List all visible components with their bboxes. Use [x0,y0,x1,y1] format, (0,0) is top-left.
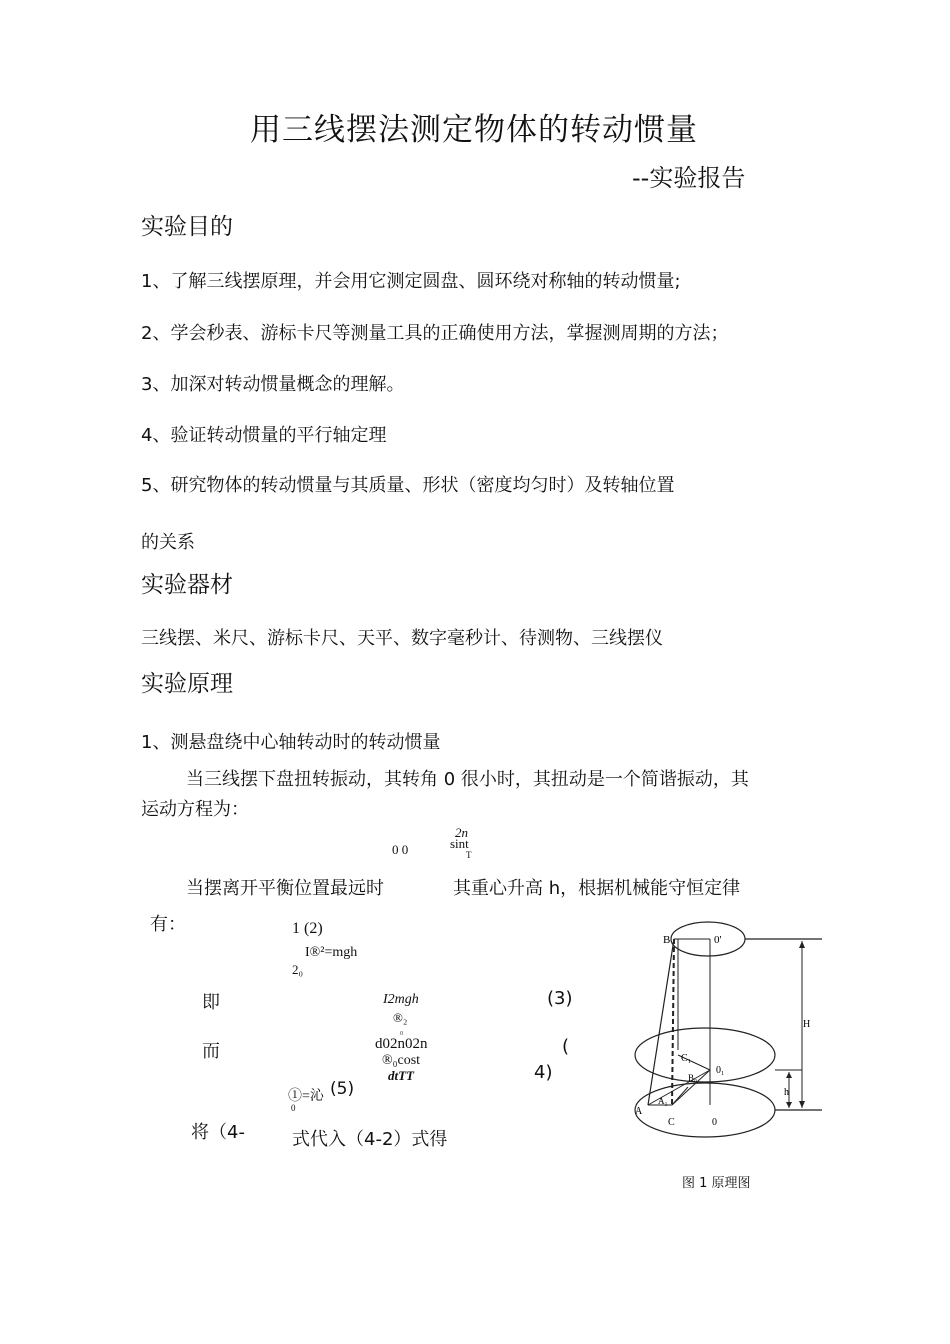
h-arrow-top [786,1072,792,1078]
you-label: 有： [150,914,186,935]
H-arrow-bottom [799,1101,805,1108]
label-A: A [635,1106,643,1117]
string-BA [648,939,674,1105]
eq1-mid: sint [450,836,469,851]
principle-subheading-1: 1、测悬盘绕中心轴转动时的转动惯量 [141,732,441,753]
principle-paragraph-line-1: 当三线摆下盘扭转振动，其转角 0 很小时，其扭动是一个简谐振动，其 [186,769,749,790]
label-O-top: 0' [714,934,722,946]
eq3-main: I2mgh [383,992,419,1007]
eq5-number: (5) [330,1079,355,1099]
principle-diagram [630,915,830,1189]
eq3-sub: ®₂ [393,1010,408,1025]
eq4-top: d02n02n [375,1036,428,1052]
purpose-item-4: 4、验证转动惯量的平行轴定理 [141,425,387,446]
eq2-number: 1 (2) [292,920,323,937]
purpose-item-1: 1、了解三线摆原理，并会用它测定圆盘、圆环绕对称轴的转动惯量; [141,271,681,292]
er-label: 而 [202,1041,220,1062]
label-B0: B₀ [688,1073,698,1083]
eq4-number: 4) [534,1062,553,1083]
string-BC-dashed [672,939,674,1105]
section-heading-equipment: 实验器材 [141,572,233,598]
eq1-left: 0 0 [392,842,409,857]
label-O: 0 [712,1117,717,1128]
figure-caption: 图 1 原理图 [682,1176,751,1191]
label-A1: A₁ [658,1096,668,1106]
label-C1: C₁ [681,1053,692,1064]
h-arrow-bottom [786,1102,792,1108]
H-arrow-top [799,941,805,948]
ji-label: 即 [202,992,220,1013]
equipment-list: 三线摆、米尺、游标卡尺、天平、数字毫秒计、待测物、三线摆仪 [141,628,663,649]
eq1-bottom: T [466,850,472,860]
label-C: C [668,1117,675,1128]
eq4-bottom: dtTT [388,1068,414,1083]
bottom-disc [635,1083,775,1137]
document-title: 用三线摆法测定物体的转动惯量 [250,112,698,148]
eq3-sub2: ₀ [400,1025,404,1035]
eq2-main: I®²=mgh [305,945,358,960]
document-subtitle: --实验报告 [632,164,746,192]
substitute-text: 式代入（4-2）式得 [292,1129,448,1150]
eq1-top: 2n [455,825,468,840]
section-heading-purpose: 实验目的 [141,214,233,240]
label-B: B [663,934,671,946]
eq5-sub: 0 [291,1103,296,1113]
eq4-mid: ®₀cost [382,1053,421,1068]
purpose-item-5-continuation: 的关系 [141,532,195,553]
eq4-paren: ( [562,1036,570,1057]
eq3-number: (3) [547,988,573,1009]
label-h: h [784,1087,789,1098]
eq5-main: ①=沁 [288,1089,324,1104]
section-heading-principle: 实验原理 [141,671,233,697]
label-H: H [803,1019,811,1030]
label-O1: 0₁ [716,1065,725,1076]
principle-paragraph-2: 其重心升高 h，根据机械能守恒定律 [453,878,741,899]
principle-diagram-svg [630,915,830,1191]
purpose-item-3: 3、加深对转动惯量概念的理解。 [141,374,405,395]
purpose-item-2: 2、学会秒表、游标卡尺等测量工具的正确使用方法，掌握测周期的方法； [141,323,729,344]
jiang-label: 将（4- [191,1122,245,1143]
clipped-line: 当摆离开平衡位置最远时 [186,878,384,899]
eq2-sub: 2₀ [292,962,304,977]
purpose-item-5: 5、研究物体的转动惯量与其质量、形状（密度均匀时）及转轴位置 [141,475,675,496]
principle-paragraph-line-2: 运动方程为： [141,799,249,820]
